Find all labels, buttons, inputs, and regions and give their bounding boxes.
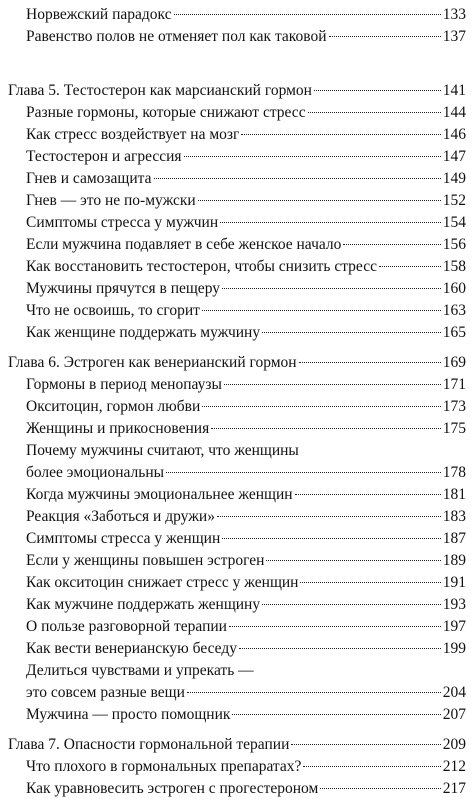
- toc-entry[interactable]: [26, 462, 466, 484]
- toc-page-number: 173: [442, 398, 466, 415]
- toc-entry-title: Равенство полов не отменяет пол как таковой: [26, 28, 327, 45]
- toc-entry-title: Мужчина — просто помощник: [26, 706, 231, 723]
- dot-leader: [166, 472, 441, 473]
- toc-entry[interactable]: [26, 374, 466, 396]
- toc-entry[interactable]: [26, 256, 466, 278]
- toc-page-number: 199: [442, 640, 466, 657]
- toc-entry-title: Женщины и прикосновения: [26, 420, 210, 437]
- dot-leader: [187, 692, 441, 693]
- toc-entry[interactable]: [26, 168, 466, 190]
- toc-entry[interactable]: [26, 528, 466, 550]
- dot-leader: [303, 766, 440, 767]
- toc-entry[interactable]: [26, 594, 466, 616]
- toc-entry[interactable]: [26, 278, 466, 300]
- toc-entry-title: Как стресс воздействует на мозг: [26, 126, 240, 143]
- toc-entry-title: Симптомы стресса у женщин: [26, 530, 221, 547]
- toc-entry[interactable]: [26, 778, 466, 800]
- toc-entry-title: Симптомы стресса у мужчин: [26, 214, 219, 231]
- toc-entry-title: Что плохого в гормональных препаратах?: [26, 758, 302, 775]
- toc-entry-title: Окситоцин, гормон любви: [26, 398, 201, 415]
- dot-leader: [291, 744, 440, 745]
- toc-entry[interactable]: [26, 550, 466, 572]
- toc-entry[interactable]: [26, 212, 466, 234]
- dot-leader: [211, 428, 441, 429]
- dot-leader: [308, 112, 441, 113]
- toc-page-number: 141: [442, 82, 466, 99]
- toc-entry-title-line1: Почему мужчины считают, что женщины: [26, 442, 299, 459]
- dot-leader: [217, 516, 441, 517]
- toc-page-number: 152: [442, 192, 466, 209]
- toc-entry-title: Когда мужчины эмоциональнее женщин: [26, 486, 293, 503]
- toc-page-number: 146: [442, 126, 466, 143]
- toc-entry[interactable]: [26, 124, 466, 146]
- toc-entry[interactable]: [26, 396, 466, 418]
- dot-leader: [174, 14, 441, 15]
- toc-entry-title: Глава 6. Эстроген как венерианский гормон: [8, 354, 297, 371]
- toc-entry-title: Мужчины прячутся в пещеру: [26, 280, 220, 297]
- toc-entry[interactable]: [26, 190, 466, 212]
- toc-entry[interactable]: [26, 704, 466, 726]
- toc-entry-title: Как мужчине поддержать женщину: [26, 596, 261, 613]
- toc-page-number: 175: [442, 420, 466, 437]
- toc-page-number: 193: [442, 596, 466, 613]
- toc-entry-title: Гнев — это не по-мужски: [26, 192, 196, 209]
- toc-entry[interactable]: [26, 234, 466, 256]
- toc-entry[interactable]: [26, 300, 466, 322]
- toc-page-number: 181: [442, 486, 466, 503]
- toc-entry[interactable]: [26, 756, 466, 778]
- toc-entry[interactable]: [26, 418, 466, 440]
- toc-entry[interactable]: [26, 682, 466, 704]
- toc-entry[interactable]: [26, 102, 466, 124]
- toc-page-number: 217: [442, 780, 466, 797]
- toc-page-number: 165: [442, 324, 466, 341]
- dot-leader: [222, 538, 441, 539]
- toc-entry-title: Как уравновесить эстроген с прогестероном: [26, 780, 319, 797]
- toc-entry-title: Гнев и самозащита: [26, 170, 152, 187]
- dot-leader: [295, 494, 441, 495]
- dot-leader: [184, 156, 441, 157]
- toc-entry-title: О пользе разговорной терапии: [26, 618, 227, 635]
- toc-page-number: 187: [442, 530, 466, 547]
- toc-page-number: 160: [442, 280, 466, 297]
- dot-leader: [320, 788, 440, 789]
- dot-leader: [202, 406, 441, 407]
- toc-page-number: 189: [442, 552, 466, 569]
- toc-chapter[interactable]: [8, 352, 466, 374]
- toc-entry-title: Как окситоцин снижает стресс у женщин: [26, 574, 299, 591]
- toc-entry-title: Как восстановить тестостерон, чтобы снизить стресс: [26, 258, 377, 275]
- toc-page-number: 207: [442, 706, 466, 723]
- toc-entry[interactable]: [26, 572, 466, 594]
- toc-chapter[interactable]: [8, 80, 466, 102]
- dot-leader: [343, 244, 440, 245]
- toc-entry-title: Норвежский парадокс: [26, 6, 172, 23]
- toc-entry-title: Если мужчина подавляет в себе женское начало: [26, 236, 342, 253]
- toc-chapter[interactable]: [8, 734, 466, 756]
- toc-page-number: 147: [442, 148, 466, 165]
- toc-page-number: 178: [442, 464, 466, 481]
- dot-leader: [266, 560, 440, 561]
- toc-page-number: 154: [442, 214, 466, 231]
- toc-entry-title: Если у женщины повышен эстроген: [26, 552, 265, 569]
- toc-entry[interactable]: [26, 26, 466, 48]
- toc-entry[interactable]: [26, 638, 466, 660]
- toc-entry-title: Тестостерон и агрессия: [26, 148, 182, 165]
- toc-entry-title: Глава 7. Опасности гормональной терапии: [8, 736, 290, 753]
- dot-leader: [300, 582, 440, 583]
- toc-entry[interactable]: [26, 484, 466, 506]
- toc-entry-title: Как вести венерианскую беседу: [26, 640, 237, 657]
- toc-page-number: 137: [442, 28, 466, 45]
- toc-page-number: 197: [442, 618, 466, 635]
- toc-entry-title: Что не освоишь, то сгорит: [26, 302, 200, 319]
- toc-entry-title: более эмоциональны: [26, 464, 165, 481]
- toc-page-number: 212: [442, 758, 466, 775]
- dot-leader: [241, 134, 440, 135]
- toc-page-number: 169: [442, 354, 466, 371]
- dot-leader: [220, 222, 441, 223]
- dot-leader: [222, 288, 441, 289]
- toc-page-number: 209: [442, 736, 466, 753]
- toc-entry-title: Гормоны в период менопаузы: [26, 376, 222, 393]
- dot-leader: [329, 36, 441, 37]
- toc-page-number: 158: [442, 258, 466, 275]
- dot-leader: [262, 332, 441, 333]
- toc-entry[interactable]: [26, 322, 466, 344]
- toc-page-number: 144: [442, 104, 466, 121]
- toc-entry[interactable]: [26, 616, 466, 638]
- toc-page-number: 204: [442, 684, 466, 701]
- toc-entry-title: Разные гормоны, которые снижают стресс: [26, 104, 306, 121]
- toc-entry-title: Глава 5. Тестостерон как марсианский гормон: [8, 82, 312, 99]
- dot-leader: [379, 266, 441, 267]
- toc-entry-title: Как женщине поддержать мужчину: [26, 324, 261, 341]
- toc-entry-title-line1: Делиться чувствами и упрекать —: [26, 662, 254, 679]
- dot-leader: [232, 714, 440, 715]
- dot-leader: [154, 178, 441, 179]
- dot-leader: [262, 604, 441, 605]
- toc-page-number: 183: [442, 508, 466, 525]
- toc-page-number: 156: [442, 236, 466, 253]
- dot-leader: [224, 384, 441, 385]
- dot-leader: [202, 310, 441, 311]
- toc-page-number: 171: [442, 376, 466, 393]
- dot-leader: [198, 200, 441, 201]
- toc-page-number: 133: [442, 6, 466, 23]
- toc-entry-title: Реакция «Заботься и дружи»: [26, 508, 215, 525]
- dot-leader: [314, 90, 441, 91]
- toc-page-number: 163: [442, 302, 466, 319]
- toc-entry-title: это совсем разные вещи: [26, 684, 185, 701]
- toc-entry[interactable]: [26, 506, 466, 528]
- toc-entry[interactable]: [26, 4, 466, 26]
- dot-leader: [239, 648, 441, 649]
- dot-leader: [229, 626, 441, 627]
- toc-page-number: 149: [442, 170, 466, 187]
- dot-leader: [299, 362, 441, 363]
- toc-entry[interactable]: [26, 146, 466, 168]
- toc-page-number: 191: [442, 574, 466, 591]
